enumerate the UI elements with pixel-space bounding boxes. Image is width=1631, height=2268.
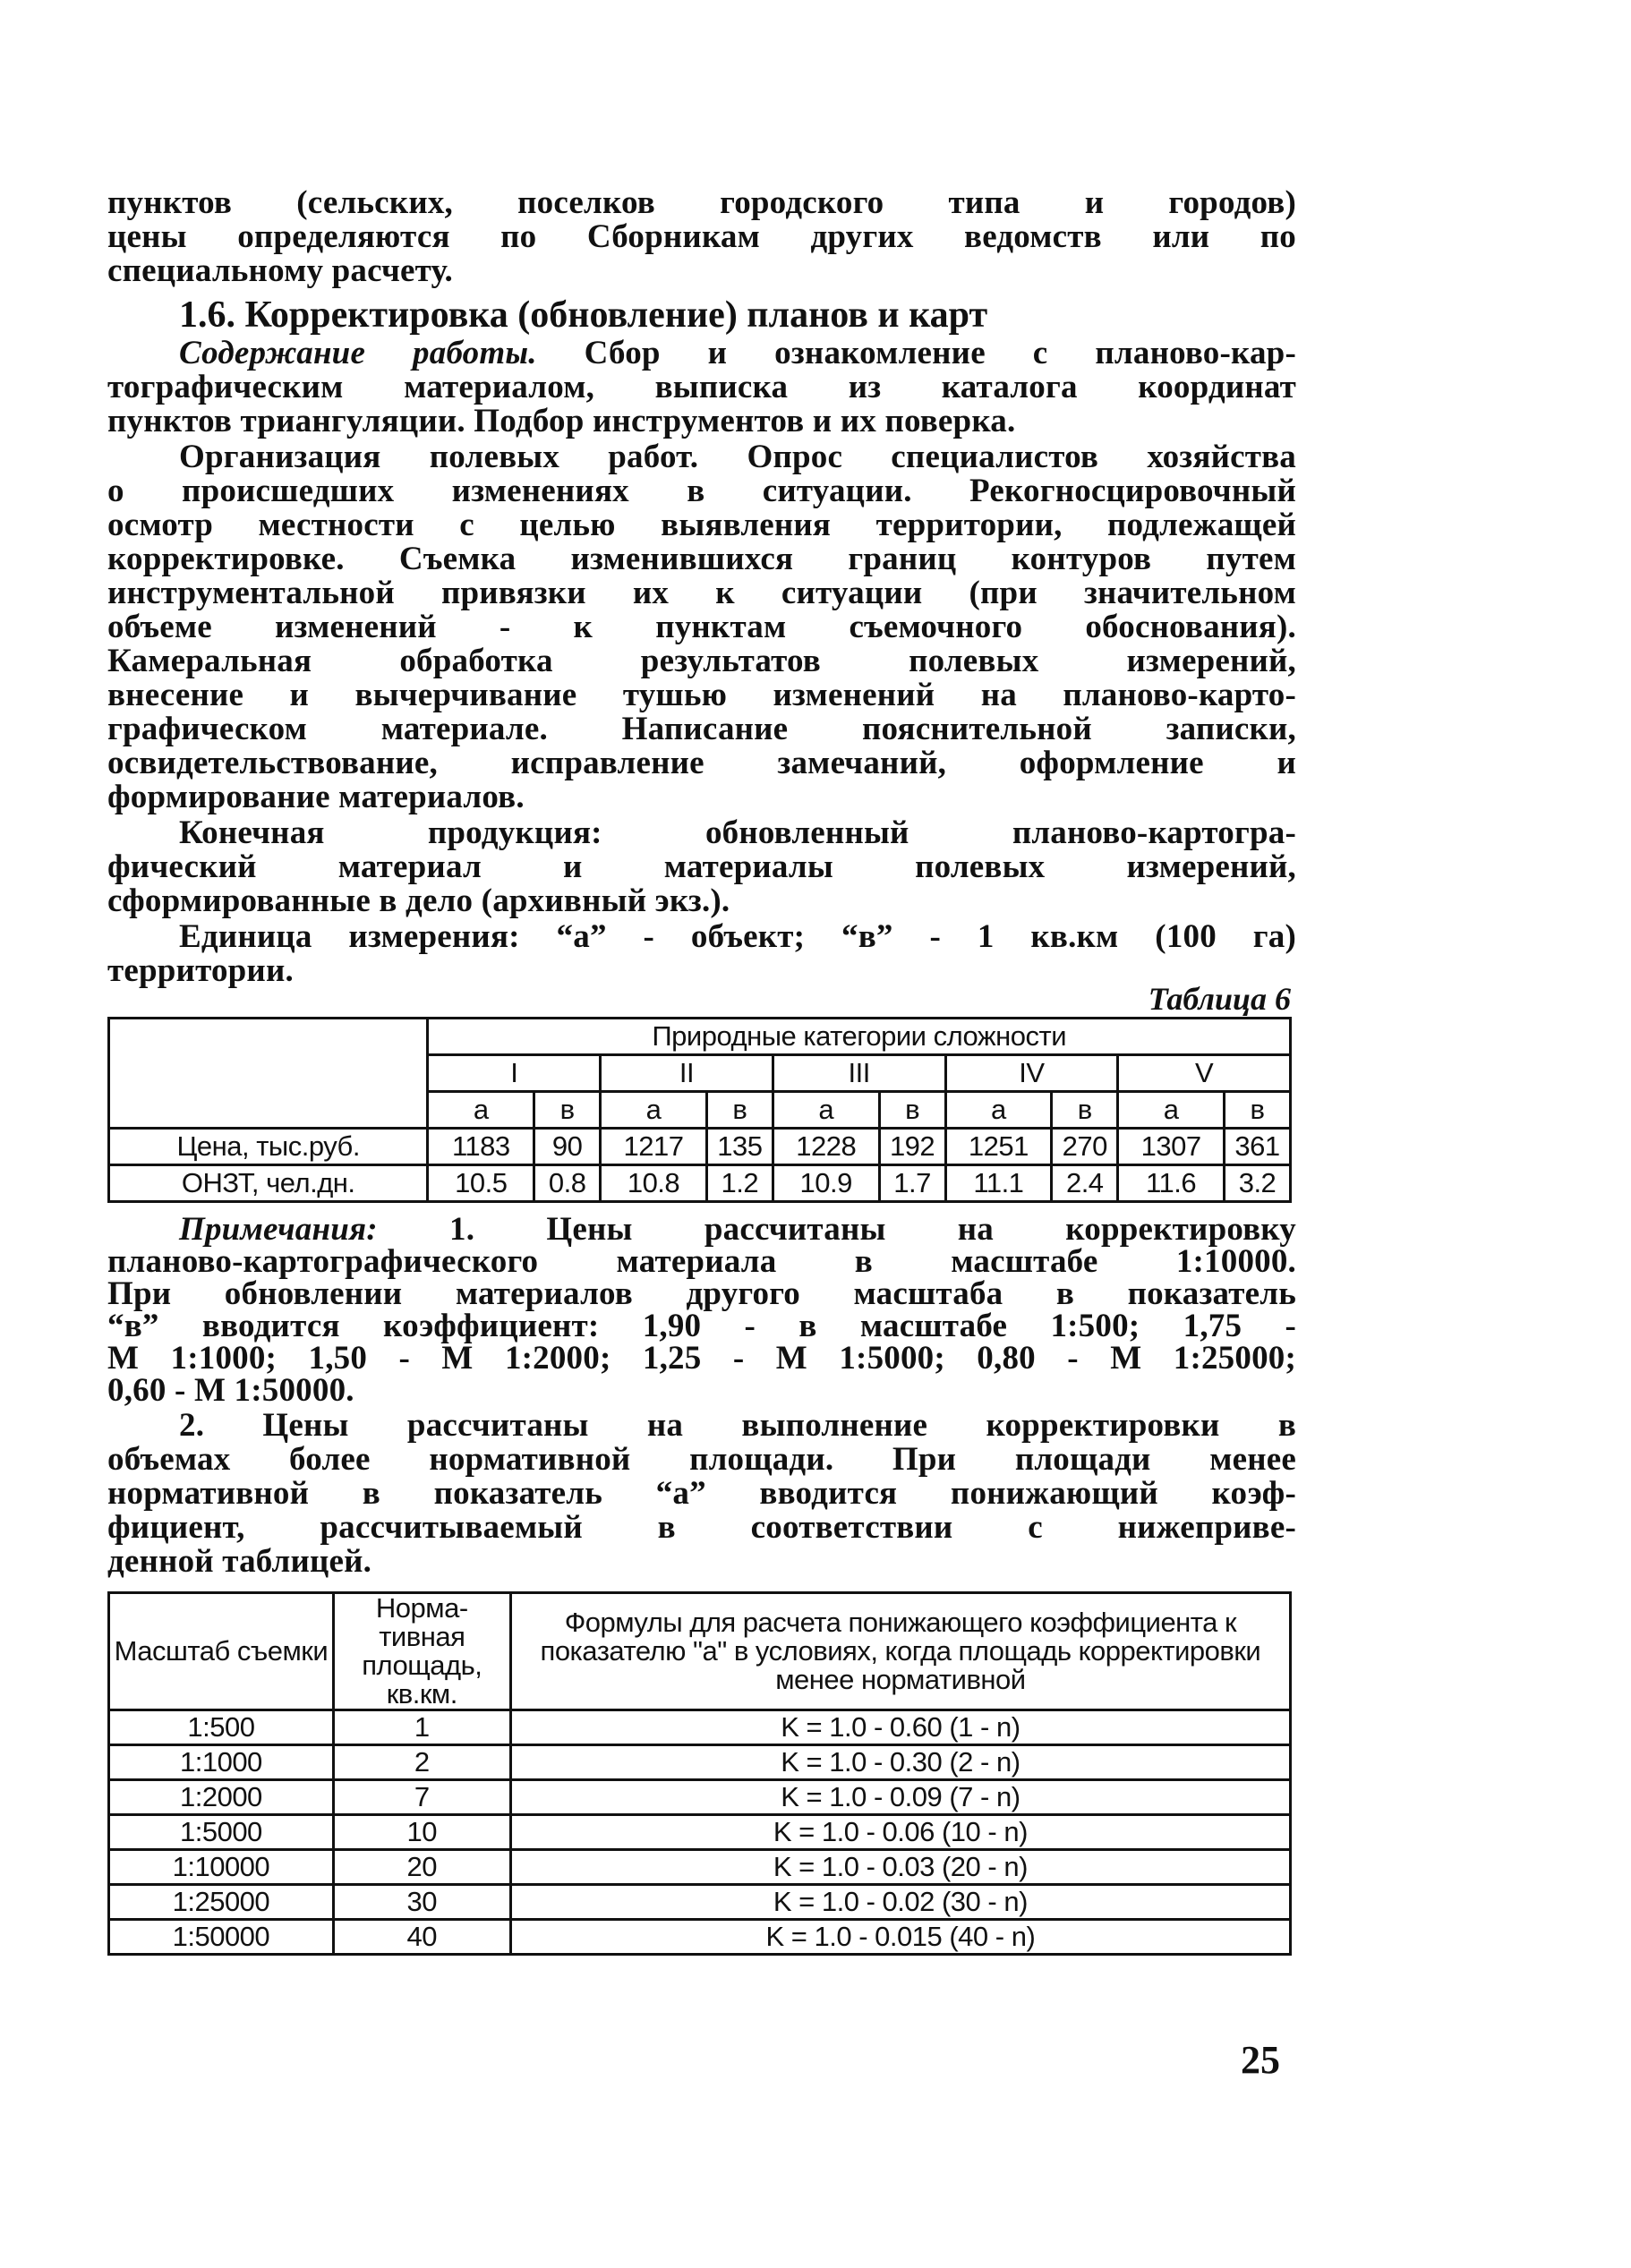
table-cell: 1: [333, 1710, 510, 1745]
text-line: [107, 1340, 1296, 1377]
line-text: планово-картографического материала в масштабе 1:10000.: [107, 1243, 1296, 1280]
section-heading: 1.6. Корректировка (обновление) планов и карт: [179, 294, 988, 336]
text-line: [107, 884, 1296, 918]
table-cell: 3.2: [1225, 1165, 1291, 1202]
table-cell: 40: [333, 1920, 510, 1955]
line-text: формирование материалов.: [107, 779, 525, 815]
notes-paragraph-1: [107, 1211, 1296, 1409]
line-text: Конечная продукция: обновленный планово-картогра-: [179, 814, 1296, 851]
line-text: денной таблицей.: [107, 1543, 372, 1580]
table-cell: 0.8: [534, 1165, 601, 1202]
text-line: [107, 186, 1296, 220]
text-line: [107, 1310, 1296, 1343]
line-text: фициент, рассчитываемый в соответствии с нижеприве-: [107, 1509, 1296, 1546]
page-body: [107, 186, 1296, 1956]
text-line: [107, 542, 1296, 576]
text-line: [107, 1243, 1296, 1280]
column-header: Норма- тивная площадь, кв.км.: [333, 1593, 510, 1710]
subcol-header: в: [879, 1092, 945, 1129]
line-text: пунктов триангуляции. Подбор инструментов и их поверка.: [107, 403, 1016, 439]
text-line: [107, 1511, 1296, 1545]
line-text: 1. Цены рассчитаны на корректировку: [377, 1211, 1296, 1248]
line-text: о происшедших изменениях в ситуации. Рекогносцировочный: [107, 473, 1296, 509]
subcol-header: а: [1118, 1092, 1225, 1129]
intro-paragraph: [107, 186, 1296, 288]
table-row: [109, 1780, 1291, 1815]
category-header: II: [601, 1055, 773, 1092]
table-cell: 1.7: [879, 1165, 945, 1202]
text-line: [107, 780, 1296, 814]
line-text: тографическим материалом, выписка из каталога координат: [107, 369, 1296, 405]
table-cell: 30: [333, 1885, 510, 1920]
column-header: Масштаб съемки: [109, 1593, 334, 1710]
table-cell: K = 1.0 - 0.015 (40 - n): [510, 1920, 1290, 1955]
row-label: ОНЗТ, чел.дн.: [109, 1165, 428, 1202]
table-cell: 1228: [773, 1129, 879, 1165]
line-text: М 1:1000; 1,50 - М 1:2000; 1,25 - М 1:5000; 0,80 - М 1:25000;: [107, 1340, 1296, 1377]
category-header: IV: [945, 1055, 1118, 1092]
text-line: [107, 405, 1296, 439]
table-cell: 361: [1225, 1129, 1291, 1165]
table-cell: K = 1.0 - 0.09 (7 - n): [510, 1780, 1290, 1815]
text-line: [107, 371, 1296, 405]
table-row: [109, 1745, 1291, 1780]
line-text: внесение и вычерчивание тушью изменений на планово-карто-: [107, 677, 1296, 713]
subcol-header: а: [945, 1092, 1052, 1129]
line-text: освидетельствование, исправление замечаний, оформление и: [107, 745, 1296, 781]
line-text: графическом материале. Написание пояснительной записки,: [107, 711, 1296, 747]
text-line: [107, 337, 1296, 371]
category-header: I: [428, 1055, 601, 1092]
table-cell: 270: [1052, 1129, 1118, 1165]
table-cell: 2: [333, 1745, 510, 1780]
table-cell: K = 1.0 - 0.30 (2 - n): [510, 1745, 1290, 1780]
category-header: V: [1118, 1055, 1291, 1092]
italic-label: Примечания:: [179, 1211, 378, 1248]
subcol-header: а: [601, 1092, 707, 1129]
text-line: [107, 474, 1296, 508]
table-cell: 135: [706, 1129, 773, 1165]
line-text: нормативной в показатель “а” вводится понижающий коэф-: [107, 1475, 1296, 1512]
text-line: [107, 1372, 1296, 1409]
table-cell: 1:10000: [109, 1850, 334, 1885]
table-cell: 1:500: [109, 1710, 334, 1745]
content-paragraph: [107, 337, 1296, 439]
text-line: [107, 254, 1296, 288]
header-row: [109, 1593, 1291, 1710]
line-text: корректировке. Съемка изменившихся границ контуров путем: [107, 541, 1296, 577]
text-line: [107, 678, 1296, 712]
table-cell: 1217: [601, 1129, 707, 1165]
table-cell: 90: [534, 1129, 601, 1165]
table-cell: 1:25000: [109, 1885, 334, 1920]
line-text: цены определяются по Сборникам других ведомств или по: [107, 218, 1296, 255]
subcol-header: в: [1225, 1092, 1291, 1129]
table-cell: 1183: [428, 1129, 534, 1165]
column-header: Формулы для расчета понижающего коэффициента к показателю "а" в условиях, когда площадь корректировки менее нормативной: [510, 1593, 1290, 1710]
text-line: [107, 712, 1296, 746]
table-cell: 1:1000: [109, 1745, 334, 1780]
text-line: [107, 746, 1296, 780]
text-line: [107, 920, 1296, 954]
line-text: Организация полевых работ. Опрос специалистов хозяйства: [179, 439, 1296, 475]
subcol-header: а: [428, 1092, 534, 1129]
text-line: [107, 1477, 1296, 1511]
table-cell: 20: [333, 1850, 510, 1885]
subcol-header: в: [534, 1092, 601, 1129]
notes-paragraph-2: [107, 1409, 1296, 1579]
table-cell: 1:50000: [109, 1920, 334, 1955]
table-row: [109, 1815, 1291, 1850]
scale-coefficient-table: [107, 1591, 1292, 1956]
table-cell: 1251: [945, 1129, 1052, 1165]
text-line: [107, 1409, 1296, 1443]
line-text: специальному расчету.: [107, 252, 453, 289]
line-text: При обновлении материалов другого масштаба в показатель: [107, 1275, 1296, 1312]
table-cell: 10.9: [773, 1165, 879, 1202]
line-text: “в” вводится коэффициент: 1,90 - в масштабе 1:500; 1,75 -: [107, 1308, 1296, 1344]
line-text: сформированные в дело (архивный экз.).: [107, 882, 730, 919]
text-line: [107, 1545, 1296, 1579]
table-cell: K = 1.0 - 0.03 (20 - n): [510, 1850, 1290, 1885]
text-line: [107, 1275, 1296, 1312]
group-header: Природные категории сложности: [428, 1019, 1291, 1055]
table-cell: K = 1.0 - 0.60 (1 - n): [510, 1710, 1290, 1745]
line-text: Единица измерения: “а” - объект; “в” - 1 кв.км (100 га): [179, 918, 1296, 955]
table-cell: 2.4: [1052, 1165, 1118, 1202]
text-line: [107, 610, 1296, 644]
text-line: [107, 576, 1296, 610]
corner-cell: [109, 1019, 428, 1129]
product-paragraph: [107, 816, 1296, 918]
price-table: [107, 1017, 1292, 1203]
line-text: 2. Цены рассчитаны на выполнение корректировки в: [179, 1407, 1296, 1444]
text-line: [107, 1211, 1296, 1248]
subcol-header: а: [773, 1092, 879, 1129]
line-text: территории.: [107, 952, 294, 989]
line-text: фический материал и материалы полевых измерений,: [107, 848, 1296, 885]
unit-paragraph: [107, 920, 1296, 988]
line-text: инструментальной привязки их к ситуации (при значительном: [107, 575, 1296, 611]
text-line: [107, 644, 1296, 678]
table-cell: 1307: [1118, 1129, 1225, 1165]
line-text: 0,60 - М 1:50000.: [107, 1372, 354, 1409]
table-row: [109, 1920, 1291, 1955]
table-cell: 7: [333, 1780, 510, 1815]
table-cell: 1.2: [706, 1165, 773, 1202]
row-label: Цена, тыс.руб.: [109, 1129, 428, 1165]
subcol-header: в: [706, 1092, 773, 1129]
table-row: [109, 1850, 1291, 1885]
organization-paragraph: [107, 440, 1296, 814]
line-text: осмотр местности с целью выявления территории, подлежащей: [107, 507, 1296, 543]
page-number: 25: [1241, 2038, 1280, 2082]
table-row: [109, 1885, 1291, 1920]
table-cell: K = 1.0 - 0.06 (10 - n): [510, 1815, 1290, 1850]
line-text: объеме изменений - к пунктам съемочного обоснования).: [107, 609, 1296, 645]
category-header: III: [773, 1055, 945, 1092]
table-row: [109, 1165, 1291, 1202]
table-row: [109, 1129, 1291, 1165]
table-row: [109, 1710, 1291, 1745]
header-row: [109, 1019, 1291, 1055]
text-line: [107, 850, 1296, 884]
italic-label: Содержание работы.: [179, 335, 537, 371]
text-line: [107, 1443, 1296, 1477]
table-cell: 192: [879, 1129, 945, 1165]
line-text: объемах более нормативной площади. При площади менее: [107, 1441, 1296, 1478]
table-caption: Таблица 6: [1148, 981, 1291, 1017]
line-text: Камеральная обработка результатов полевых измерений,: [107, 643, 1296, 679]
table-cell: 10: [333, 1815, 510, 1850]
table-cell: 10.5: [428, 1165, 534, 1202]
text-line: [107, 508, 1296, 542]
table-cell: 1:5000: [109, 1815, 334, 1850]
table-cell: 11.6: [1118, 1165, 1225, 1202]
line-text: Сбор и ознакомление с планово-кар-: [536, 335, 1296, 371]
table-cell: K = 1.0 - 0.02 (30 - n): [510, 1885, 1290, 1920]
table-cell: 11.1: [945, 1165, 1052, 1202]
subcol-header: в: [1052, 1092, 1118, 1129]
text-line: [107, 220, 1296, 254]
text-line: [107, 816, 1296, 850]
text-line: [107, 440, 1296, 474]
line-text: пунктов (сельских, поселков городского типа и городов): [107, 184, 1296, 221]
table-cell: 1:2000: [109, 1780, 334, 1815]
table-cell: 10.8: [601, 1165, 707, 1202]
